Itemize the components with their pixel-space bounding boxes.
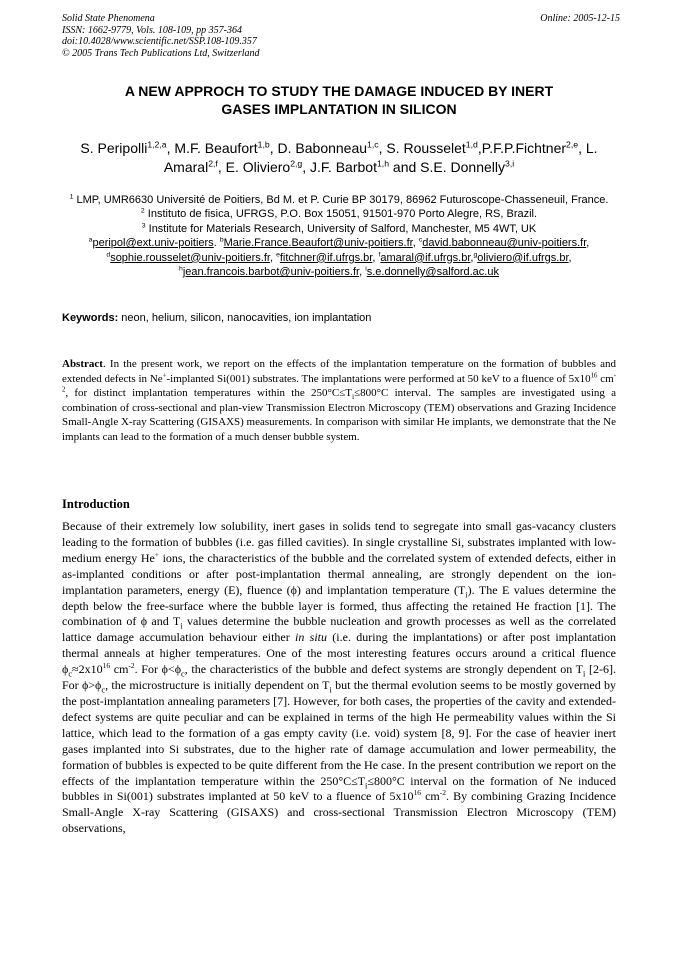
affiliation-text: LMP, UMR6630 Université de Poitiers, Bd M. et P. Curie BP 30179, 86962 Futuroscope-Chasseneuil, France. [73, 194, 609, 206]
body-text: . For ϕ<ϕ [134, 662, 182, 677]
email-mark: h [179, 265, 183, 273]
superscript: -2 [128, 661, 135, 671]
email-link[interactable]: fitchner@if.ufrgs.br [279, 251, 373, 264]
italic-term: in situ [295, 630, 328, 645]
email-separator: , [269, 251, 277, 264]
journal-name: Solid State Phenomena [62, 13, 155, 24]
author-affiliation-mark: 1,h [376, 158, 390, 169]
author-affiliation-mark: 1,2,a [147, 139, 167, 150]
author-name: M.F. Beaufort [174, 140, 258, 156]
author-separator: , [302, 159, 311, 175]
subscript: i [329, 685, 332, 695]
email-separator: . [213, 237, 220, 250]
body-text: cm [110, 662, 129, 677]
abstract-superscript: -2 [62, 371, 616, 394]
author-name: S. Rousselet [386, 140, 466, 156]
affiliation-text: Instituto de fisica, UFRGS, P.O. Box 15051, 91501-970 Porto Alegre, RS, Brazil. [144, 208, 538, 221]
body-text: values determine the bubble nucleation and growth processes as well as the correlated lattice damage accumulation behaviour either [62, 614, 616, 645]
email-mark: f [378, 250, 381, 258]
email-link[interactable]: peripol@ext.univ-poitiers [92, 237, 214, 250]
body-text: , the characteristics of the bubble and defect systems are strongly dependent on T [184, 662, 583, 677]
abstract-superscript: 16 [590, 371, 598, 379]
subscript: i [180, 621, 183, 631]
author-affiliation-mark: 2,f [208, 158, 218, 169]
author-separator: , [166, 140, 175, 156]
subscript: c [68, 669, 73, 679]
author-separator: , [578, 140, 586, 156]
author-separator: , [217, 159, 226, 175]
superscript: -2 [439, 788, 446, 798]
affiliation-number: 1 [69, 193, 74, 201]
author-affiliation-mark: 2,e [566, 139, 579, 150]
author-name: L. Amaral [163, 140, 598, 175]
author-name: P.F.P.Fichtner [481, 140, 567, 156]
email-mark: c [418, 236, 423, 244]
body-text: ions, the characteristics of the bubble and the correlated system of extended defects, either in as-implanted conditions or after post-implantation thermal annealing, are strongly dependent on the ion-implantation parameters, energy (E), fluence (ϕ) and implantation temperature (T [62, 550, 616, 597]
author-separator: and [389, 159, 421, 175]
abstract-text: . In the present work, we report on the effects of the implantation temperature on the formation of bubbles and extended defects in Ne [62, 358, 616, 385]
superscript: + [154, 549, 160, 559]
abstract [62, 357, 616, 445]
email-mark: d [106, 250, 111, 258]
subscript: c [181, 669, 185, 679]
superscript: 16 [413, 788, 421, 798]
abstract-text: ≤800°C interval. The samples are investigated using a combination of cross-sectional and plan-view Transmission Electron Microscopy (TEM) observations and Grazing Incidence Small-Angle X-ray Scattering (GISAXS) measurements. In comparison with similar He implants, we demonstrate that the Ne implants can lead to the formation of a much denser bubble system. [62, 387, 616, 443]
paper-title-line-1: A NEW APPROCH TO STUDY THE DAMAGE INDUCED BY INERT [124, 83, 554, 99]
email-separator: , [586, 237, 590, 250]
affiliation-list [62, 193, 616, 236]
author-name: S.E. Donnelly [420, 159, 505, 175]
superscript: 16 [102, 661, 111, 671]
author-separator: , [269, 140, 278, 156]
affiliation-line [62, 207, 616, 221]
email-mark: b [219, 236, 224, 244]
author-affiliation-mark: 1,c [367, 139, 379, 150]
email-link[interactable]: jean.francois.barbot@univ-poitiers.fr [182, 266, 360, 279]
journal-doi: doi:10.4028/www.scientific.net/SSP.108-109.357 [62, 36, 257, 47]
author-affiliation-mark: 3,i [505, 158, 515, 169]
body-text: , the microstructure is initially dependent on T [105, 678, 330, 693]
email-mark: g [473, 250, 478, 258]
email-mark: e [276, 250, 280, 258]
subscript: c [101, 685, 106, 695]
email-separator: , [372, 251, 379, 264]
subscript: i [583, 669, 586, 679]
affiliation-line [62, 193, 616, 207]
email-link[interactable]: amaral@if.ufrgs.br [380, 251, 471, 264]
keywords-label: Keywords: [62, 312, 119, 324]
body-text: [2-6]. For ϕ>ϕ [62, 662, 616, 693]
author-name: D. Babonneau [277, 140, 368, 156]
abstract-text: , for distinct implantation temperatures within the 250°C≤T [65, 387, 352, 400]
abstract-subscript: i [351, 392, 355, 402]
online-date: Online: 2005-12-15 [540, 13, 620, 24]
keywords-text: neon, helium, silicon, nanocavities, ion implantation [118, 312, 372, 324]
keywords [62, 311, 616, 325]
abstract-text: cm [597, 372, 614, 385]
email-list [62, 236, 616, 279]
subscript: i [365, 780, 368, 790]
email-link[interactable]: oliviero@if.ufrgs.br [477, 251, 569, 264]
email-separator: , [359, 266, 366, 279]
author-list [62, 139, 616, 177]
body-text: Because of their extremely low solubility, inert gases in solids tend to segregate into small gas-vacancy clusters leading to the formation of bubbles (i.e. gas filled cavities). In single crystalline Si, substrates implanted with low-medium energy He [62, 519, 616, 565]
abstract-label: Abstract [62, 358, 103, 370]
body-text: but the thermal evolution seems to be mostly governed by the post-implantation annealing parameters [7]. However, for both cases, the properties of the cavity and extended-defect systems are quite peculiar and can be explained in terms of the high He permeability values within the Si lattice, which lead to the formation of a gas empty cavity (i.e. void) system [8, 9]. For the case of heavier inert gases implanted into Si substrates, due to the higher rate of damage accumulation and lower permeability, the formation of bubbles is expected to be quite different from the He case. In the present contribution we report on the effects of the implantation temperature within the 250°C≤T [62, 678, 616, 788]
author-separator: , [477, 140, 482, 156]
affiliation-line [62, 222, 616, 236]
email-separator: , [412, 237, 419, 250]
subscript: i [465, 590, 468, 600]
journal-issn: ISSN: 1662-9779, Vols. 108-109, pp 357-364 [62, 24, 242, 36]
author-affiliation-mark: 1,d [465, 139, 478, 150]
email-link[interactable]: s.e.donnelly@salford.ac.uk [366, 266, 499, 279]
body-text: ≈2x10 [72, 662, 103, 677]
affiliations [62, 193, 616, 279]
email-mark: i [365, 265, 367, 273]
email-separator: , [470, 251, 474, 264]
affiliation-text: Institute for Materials Research, University of Salford, Manchester, M5 4WT, UK [145, 222, 537, 235]
author-name: E. Oliviero [225, 159, 291, 175]
author-separator: , [378, 140, 387, 156]
body-text: ≤800°C interval on the formation of Ne induced bubbles in Si(001) substrates implanted at 50 keV to a fluence of 5x10 [62, 773, 616, 804]
journal-header [62, 13, 620, 59]
author-name: J.F. Barbot [310, 159, 377, 175]
abstract-text: -implanted Si(001) substrates. The implantations were performed at 50 keV to a fluence of 5x10 [166, 372, 591, 385]
author-affiliation-mark: 2,g [290, 158, 303, 169]
author-affiliation-mark: 1,b [257, 139, 270, 150]
body-text: cm [421, 789, 440, 804]
affiliation-number: 3 [141, 222, 146, 230]
abstract-superscript: + [162, 371, 167, 379]
paper-title-line-2: GASES IMPLANTATION IN SILICON [221, 101, 457, 117]
affiliation-number: 2 [140, 207, 145, 215]
email-link[interactable]: Marie.France.Beaufort@univ-poitiers.fr [223, 237, 413, 250]
email-link[interactable]: sophie.rousselet@univ-poitiers.fr [110, 251, 270, 264]
introduction-heading: Introduction [62, 497, 130, 511]
journal-copyright: © 2005 Trans Tech Publications Ltd, Switzerland [62, 47, 260, 59]
body-text: . By combining Grazing Incidence Small-Angle X-ray Scattering (GISAXS) and cross-sectional Transmission Electron Microscopy (TEM) observations, [62, 789, 616, 836]
email-mark: a [88, 236, 93, 244]
body-text: ). The E values determine the depth below the free-surface where the bubble layer is formed, thus affecting the retained He fraction [1]. The combination of ϕ and T [62, 582, 616, 629]
email-link[interactable]: david.babonneau@univ-poitiers.fr [422, 237, 587, 250]
introduction-body [62, 519, 616, 837]
body-text: (i.e. during the implantations) or after post implantation thermal anneals at higher temperatures. One of the most interesting features occurs around a critical fluence ϕ [62, 630, 616, 677]
author-name: S. Peripolli [80, 140, 148, 156]
paper-title [62, 82, 616, 118]
email-separator: , [568, 251, 572, 264]
